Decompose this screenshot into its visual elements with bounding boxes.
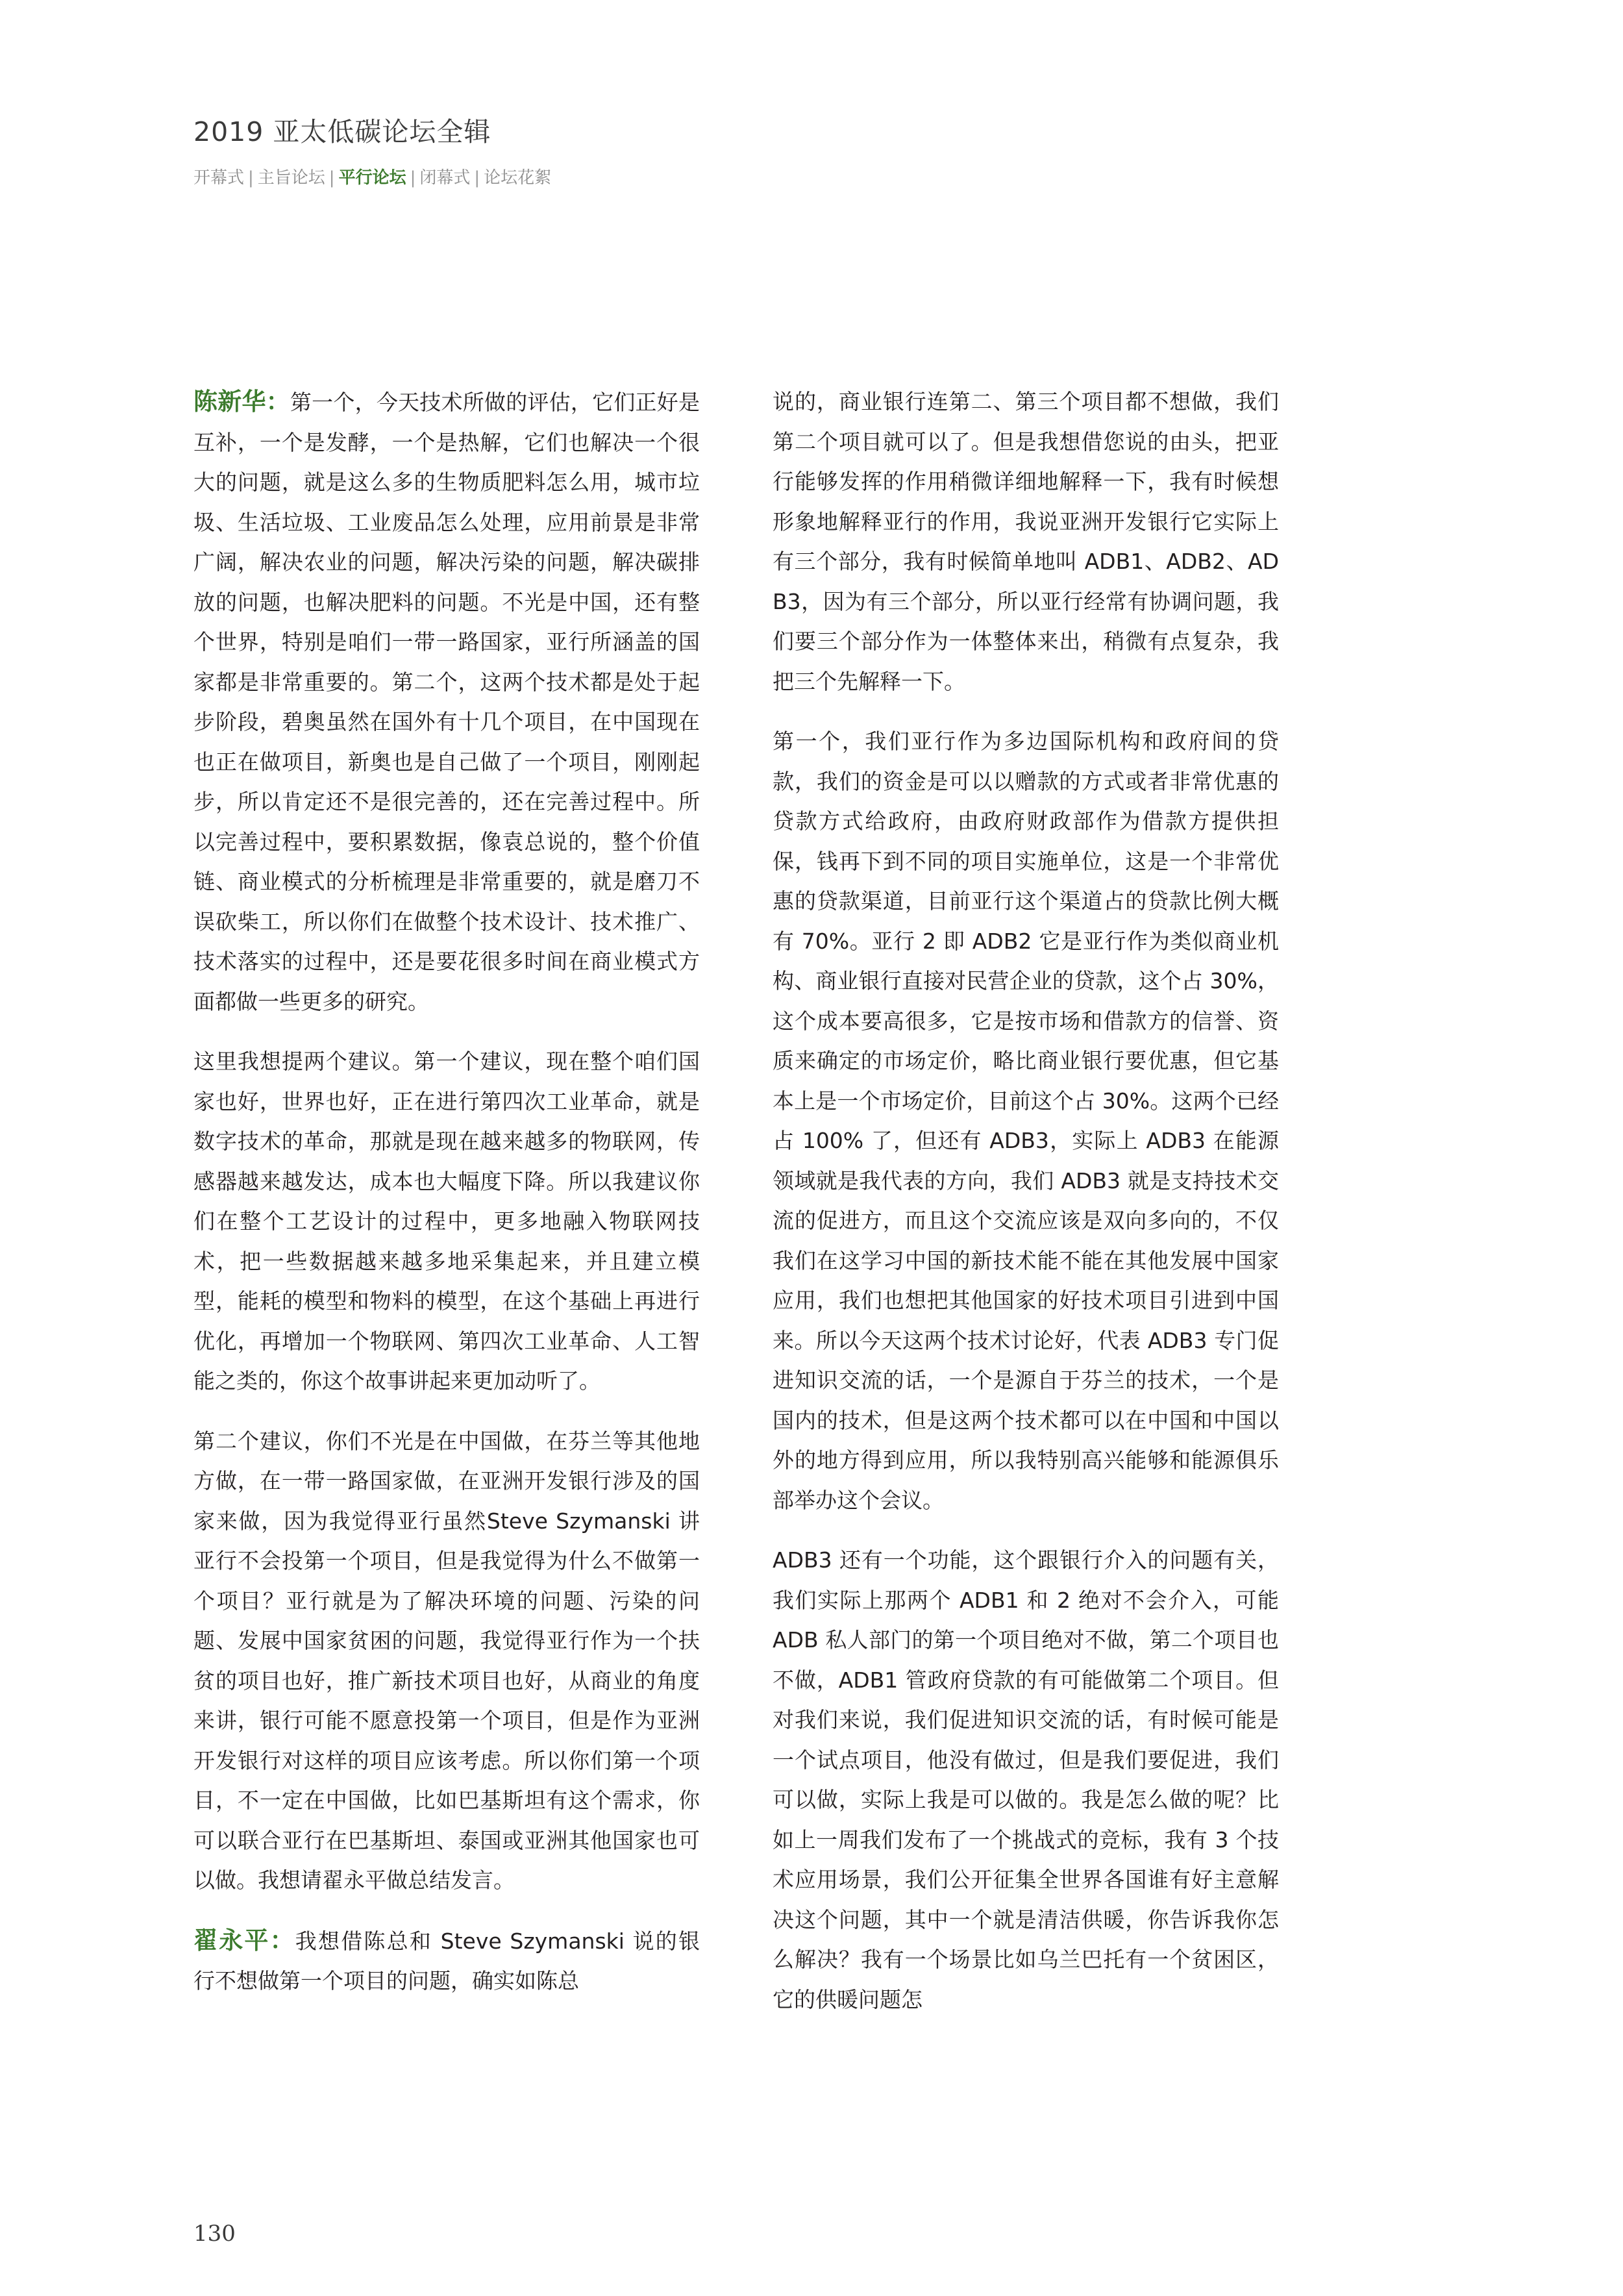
document-header	[193, 110, 551, 188]
document-title: 2019 亚太低碳论坛全辑	[193, 116, 491, 147]
nav-separator: |	[410, 168, 416, 188]
nav-item-highlights[interactable]: 论坛花絮	[484, 168, 552, 188]
section-nav	[193, 164, 551, 188]
paragraph-text: 第一个，今天技术所做的评估，它们正好是互补，一个是发酵，一个是热解，它们也解决一个很大的问题，就是这么多的生物质肥料怎么用，城市垃圾、生活垃圾、工业废品怎么处理，应用前景是非常广阔，解决农业的问题，解决污染的问题，解决碳排放的问题，也解决肥料的问题。不光是中国，还有整个世界，特别是咱们一带一路国家，亚行所涵盖的国家都是非常重要的。第二个，这两个技术都是处于起步阶段，碧奥虽然在国外有十几个项目，在中国现在也正在做项目，新奥也是自己做了一个项目，刚刚起步，所以肯定还不是很完善的，还在完善过程中。所以完善过程中，要积累数据，像袁总说的，整个价值链、商业模式的分析梳理是非常重要的，就是磨刀不误砍柴工，所以你们在做整个技术设计、技术推广、技术落实的过程中，还是要花很多时间在商业模式方面都做一些更多的研究。	[193, 390, 700, 1014]
page-number: 130	[193, 2221, 236, 2247]
paragraph: 说的，商业银行连第二、第三个项目都不想做，我们第二个项目就可以了。但是我想借您说的由头，把亚行能够发挥的作用稍微详细地解释一下，我有时候想形象地解释亚行的作用，我说亚洲开发银行它实际上有三个部分，我有时候简单地叫 ADB1、ADB2、ADB3，因为有三个部分，所以亚行经常有协调问题，我们要三个部分作为一体整体来出，稍微有点复杂，我把三个先解释一下。	[773, 389, 1279, 694]
paragraph: 第二个建议，你们不光是在中国做，在芬兰等其他地方做，在一带一路国家做，在亚洲开发银行涉及的国家来做，因为我觉得亚行虽然Steve Szymanski 讲亚行不会投第一个项目，但是我觉得为什么不做第一个项目？亚行就是为了解决环境的问题、污染的问题、发展中国家贫困的问题，我觉得亚行作为一个扶贫的项目也好，推广新技术项目也好，从商业的角度来讲，银行可能不愿意投第一个项目，但是作为亚洲开发银行对这样的项目应该考虑。所以你们第一个项目，不一定在中国做，比如巴基斯坦有这个需求，你可以联合亚行在巴基斯坦、泰国或亚洲其他国家也可以做。我想请翟永平做总结发言。	[193, 1428, 700, 1893]
nav-item-parallel-forum[interactable]: 平行论坛	[338, 168, 406, 188]
nav-item-keynote[interactable]: 主旨论坛	[257, 168, 325, 188]
speaker-name: 翟永平：	[193, 1926, 295, 1954]
nav-item-closing[interactable]: 闭幕式	[419, 168, 471, 188]
nav-separator: |	[328, 168, 335, 188]
paragraph-text: 我想借陈总和 Steve Szymanski 说的银行不想做第一个项目的问题，确实如陈总	[193, 1928, 700, 1993]
paragraph	[193, 382, 700, 1021]
left-column	[193, 382, 700, 2021]
nav-separator: |	[474, 168, 480, 188]
nav-separator: |	[248, 168, 254, 188]
paragraph	[193, 1921, 700, 2001]
nav-item-opening[interactable]: 开幕式	[193, 168, 245, 188]
paragraph: 第一个，我们亚行作为多边国际机构和政府间的贷款，我们的资金是可以以赠款的方式或者非常优惠的贷款方式给政府，由政府财政部作为借款方提供担保，钱再下到不同的项目实施单位，这是一个非常优惠的贷款渠道，目前亚行这个渠道占的贷款比例大概有 70%。亚行 2 即 ADB2 它是亚行作为类似商业机构、商业银行直接对民营企业的贷款，这个占 30%，这个成本要高很多，它是按市场和借款方的信誉、资质来确定的市场定价，略比商业银行要优惠，但它基本上是一个市场定价，目前这个占 30%。这两个已经占 100% 了，但还有 ADB3，实际上 ADB3 在能源领域就是我代表的方向，我们 ADB3 就是支持技术交流的促进方，而且这个交流应该是双向多向的，不仅我们在这学习中国的新技术能不能在其他发展中国家应用，我们也想把其他国家的好技术项目引进到中国来。所以今天这两个技术讨论好，代表 ADB3 专门促进知识交流的话，一个是源自于芬兰的技术，一个是国内的技术，但是这两个技术都可以在中国和中国以外的地方得到应用，所以我特别高兴能够和能源俱乐部举办这个会议。	[773, 729, 1279, 1513]
right-column	[773, 382, 1279, 2040]
paragraph: 这里我想提两个建议。第一个建议，现在整个咱们国家也好，世界也好，正在进行第四次工业革命，就是数字技术的革命，那就是现在越来越多的物联网，传感器越来越发达，成本也大幅度下降。所以我建议你们在整个工艺设计的过程中，更多地融入物联网技术，把一些数据越来越多地采集起来，并且建立模型，能耗的模型和物料的模型，在这个基础上再进行优化，再增加一个物联网、第四次工业革命、人工智能之类的，你这个故事讲起来更加动听了。	[193, 1049, 700, 1393]
speaker-name: 陈新华：	[193, 388, 290, 416]
paragraph: ADB3 还有一个功能，这个跟银行介入的问题有关，我们实际上那两个 ADB1 和 2 绝对不会介入，可能 ADB 私人部门的第一个项目绝对不做，第二个项目也不做，ADB1 管政府贷款的有可能做第二个项目。但对我们来说，我们促进知识交流的话，有时候可能是一个试点项目，他没有做过，但是我们要促进，我们可以做，实际上我是可以做的。我是怎么做的呢？比如上一周我们发布了一个挑战式的竞标，我有 3 个技术应用场景，我们公开征集全世界各国谁有好主意解决这个问题，其中一个就是清洁供暖，你告诉我你怎么解决？我有一个场景比如乌兰巴托有一个贫困区，它的供暖问题怎	[773, 1547, 1279, 2012]
